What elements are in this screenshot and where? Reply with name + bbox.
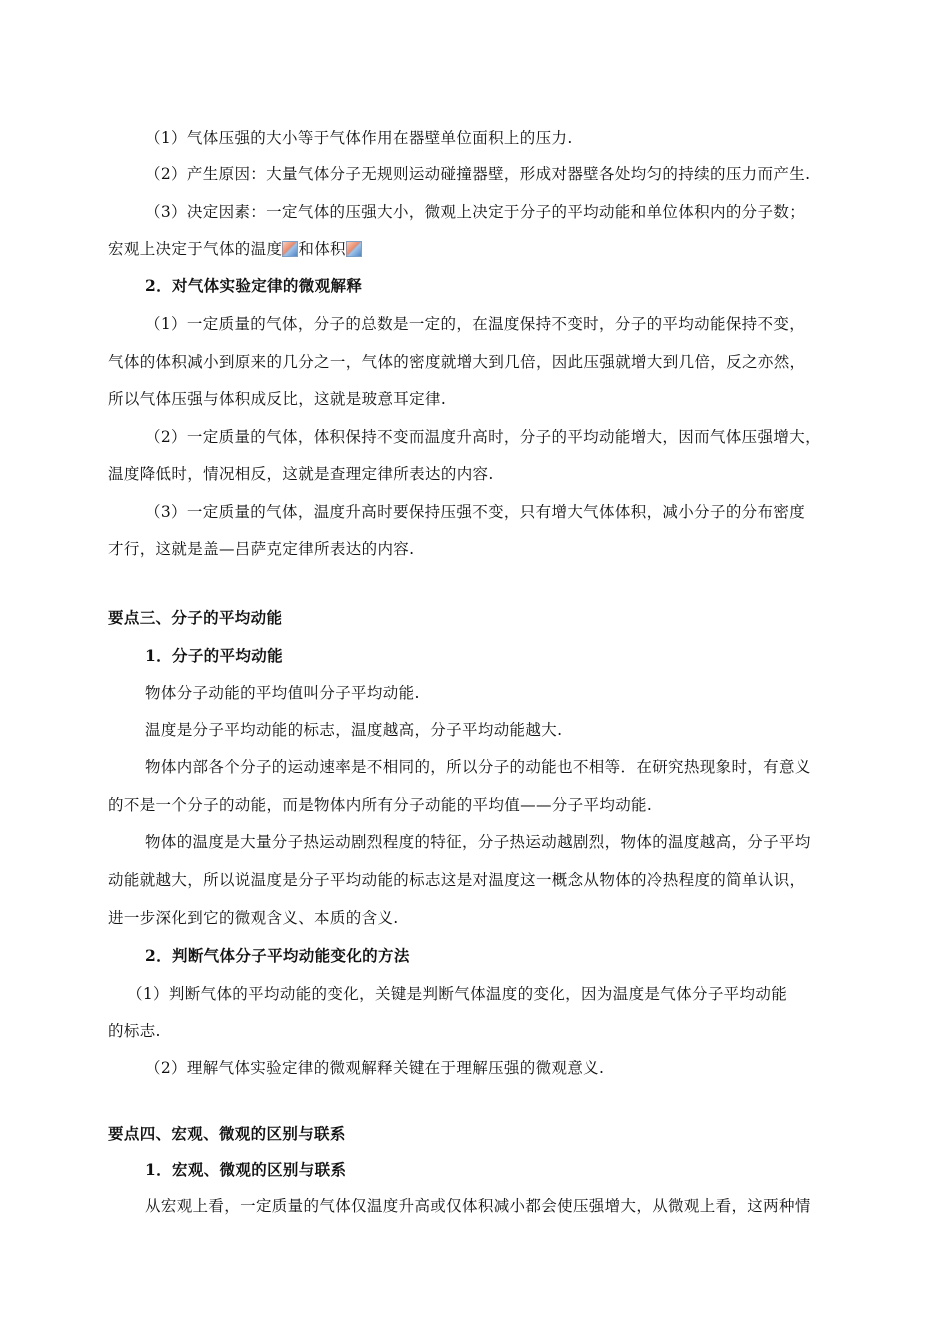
macro-line xyxy=(108,239,853,259)
section-2-p3-line-2: 才行，这就是盖—吕萨克定律所表达的内容. xyxy=(108,540,415,558)
point-3-line-5: 物体的温度是大量分子热运动剧烈程度的特征，分子热运动越剧烈，物体的温度越高，分子平均 xyxy=(145,833,811,851)
section-2-p1-line-2: 气体的体积减小到原来的几分之一，气体的密度就增大到几倍，因此压强就增大到几倍，反之亦然， xyxy=(108,353,806,371)
point-3-line-3: 物体内部各个分子的运动速率是不相同的，所以分子的动能也不相等．在研究热现象时，有意义 xyxy=(145,758,811,776)
point-3-sub-1: 1．分子的平均动能 xyxy=(145,646,283,665)
section-2-p1-line-3: 所以气体压强与体积成反比，这就是玻意耳定律. xyxy=(108,390,447,408)
section-2-p2-line-2: 温度降低时，情况相反，这就是查理定律所表达的内容. xyxy=(108,465,494,483)
point-4-sub-1: 1．宏观、微观的区别与联系 xyxy=(145,1160,347,1179)
point-3-line-7: 进一步深化到它的微观含义、本质的含义. xyxy=(108,909,399,927)
section-2-p2-line-1: （2）一定质量的气体，体积保持不变而温度升高时，分子的平均动能增大，因而气体压强增大， xyxy=(145,428,821,446)
macro-line-prefix: 宏观上决定于气体的温度 xyxy=(108,240,283,258)
section-2-p1-line-1: （1）一定质量的气体，分子的总数是一定的，在温度保持不变时，分子的平均动能保持不变， xyxy=(145,315,806,333)
pressure-point-3: （3）决定因素：一定气体的压强大小，微观上决定于分子的平均动能和单位体积内的分子数； xyxy=(145,203,806,221)
point-4-title: 要点四、宏观、微观的区别与联系 xyxy=(108,1124,346,1143)
point-3-method-1-line-2: 的标志. xyxy=(108,1022,161,1040)
section-2-heading: 2．对气体实验定律的微观解释 xyxy=(145,276,363,295)
pressure-point-2: （2）产生原因：大量气体分子无规则运动碰撞器壁，形成对器壁各处均匀的持续的压力而产生. xyxy=(145,165,811,183)
pressure-point-1: （1）气体压强的大小等于气体作用在器壁单位面积上的压力. xyxy=(145,129,573,147)
image-placeholder-icon xyxy=(282,241,298,257)
point-3-line-4: 的不是一个分子的动能，而是物体内所有分子动能的平均值——分子平均动能. xyxy=(108,796,653,814)
point-3-method-1-line-1: （1）判断气体的平均动能的变化，关键是判断气体温度的变化，因为温度是气体分子平均动能 xyxy=(127,985,788,1003)
point-4-line-1: 从宏观上看，一定质量的气体仅温度升高或仅体积减小都会使压强增大，从微观上看，这两种情 xyxy=(145,1197,811,1215)
point-3-line-6: 动能就越大，所以说温度是分子平均动能的标志这是对温度这一概念从物体的冷热程度的简单认识， xyxy=(108,871,806,889)
section-2-p3-line-1: （3）一定质量的气体，温度升高时要保持压强不变，只有增大气体体积，减小分子的分布密度 xyxy=(145,503,806,521)
point-3-sub-2: 2．判断气体分子平均动能变化的方法 xyxy=(145,946,410,965)
point-3-line-2: 温度是分子平均动能的标志，温度越高，分子平均动能越大. xyxy=(145,721,563,739)
macro-line-middle: 和体积 xyxy=(298,240,346,258)
point-3-method-2: （2）理解气体实验定律的微观解释关键在于理解压强的微观意义. xyxy=(145,1059,605,1077)
point-3-line-1: 物体分子动能的平均值叫分子平均动能. xyxy=(145,684,420,702)
image-placeholder-icon xyxy=(346,241,362,257)
point-3-title: 要点三、分子的平均动能 xyxy=(108,608,283,627)
